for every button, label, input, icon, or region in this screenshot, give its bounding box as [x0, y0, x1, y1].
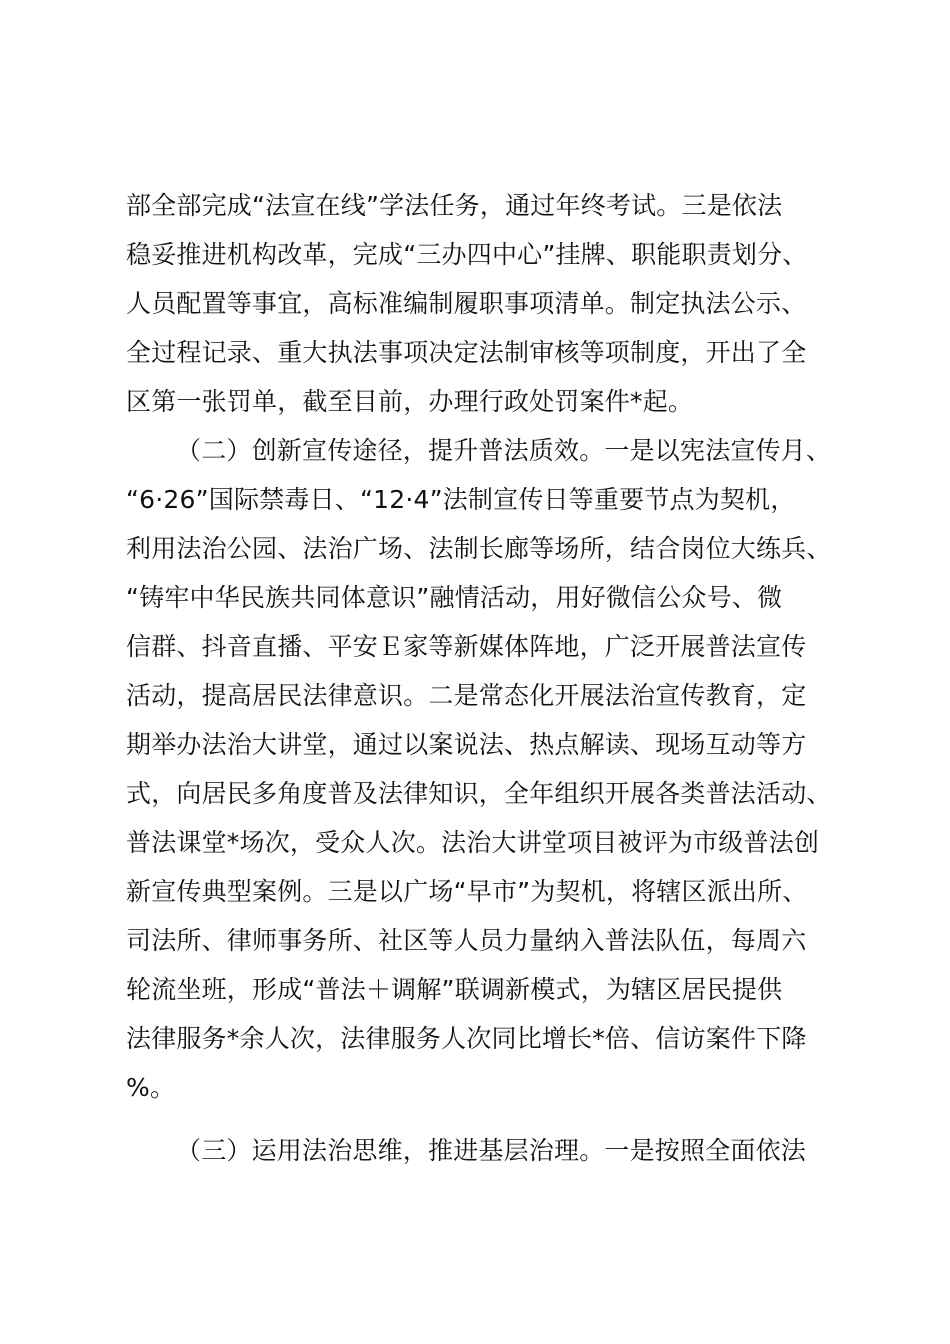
text-line: 活动，提高居民法律意识。二是常态化开展法治宣传教育，定	[126, 681, 807, 710]
text-line: 人员配置等事宜，高标准编制履职事项清单。制定执法公示、	[126, 289, 807, 318]
text-line: 新宣传典型案例。三是以广场“早市”为契机，将辖区派出所、	[126, 877, 808, 906]
text-line: 稳妥推进机构改革，完成“三办四中心”挂牌、职能职责划分、	[126, 240, 808, 269]
text-line: 利用法治公园、法治广场、法制长廊等场所，结合岗位大练兵、	[126, 534, 832, 563]
text-line: 全过程记录、重大执法事项决定法制审核等项制度，开出了全	[126, 338, 807, 367]
text-line: 轮流坐班，形成“普法＋调解”联调新模式，为辖区居民提供	[126, 975, 783, 1004]
text-line: 司法所、律师事务所、社区等人员力量纳入普法队伍，每周六	[126, 926, 807, 955]
text-line: 区第一张罚单，截至目前，办理行政处罚案件*起。	[126, 387, 694, 416]
text-line: 式，向居民多角度普及法律知识，全年组织开展各类普法活动、	[126, 779, 832, 808]
text-line: 部全部完成“法宣在线”学法任务，通过年终考试。三是依法	[126, 191, 783, 220]
text-line: “6·26”国际禁毒日、“12·4”法制宣传日等重要节点为契机，	[126, 485, 796, 514]
text-line: %。	[126, 1073, 176, 1102]
text-line: 期举办法治大讲堂，通过以案说法、热点解读、现场互动等方	[126, 730, 807, 759]
text-line: “铸牢中华民族共同体意识”融情活动，用好微信公众号、微	[126, 583, 783, 612]
text-line: 法律服务*余人次，法律服务人次同比增长*倍、信访案件下降	[126, 1024, 807, 1053]
text-line: 普法课堂*场次，受众人次。法治大讲堂项目被评为市级普法创	[126, 828, 820, 857]
section-heading-2: （二）创新宣传途径，提升普法质效。一是以宪法宣传月、	[176, 436, 832, 465]
text-line: 信群、抖音直播、平安Ｅ家等新媒体阵地，广泛开展普法宣传	[126, 632, 807, 661]
section-heading-3: （三）运用法治思维，推进基层治理。一是按照全面依法	[176, 1136, 807, 1165]
